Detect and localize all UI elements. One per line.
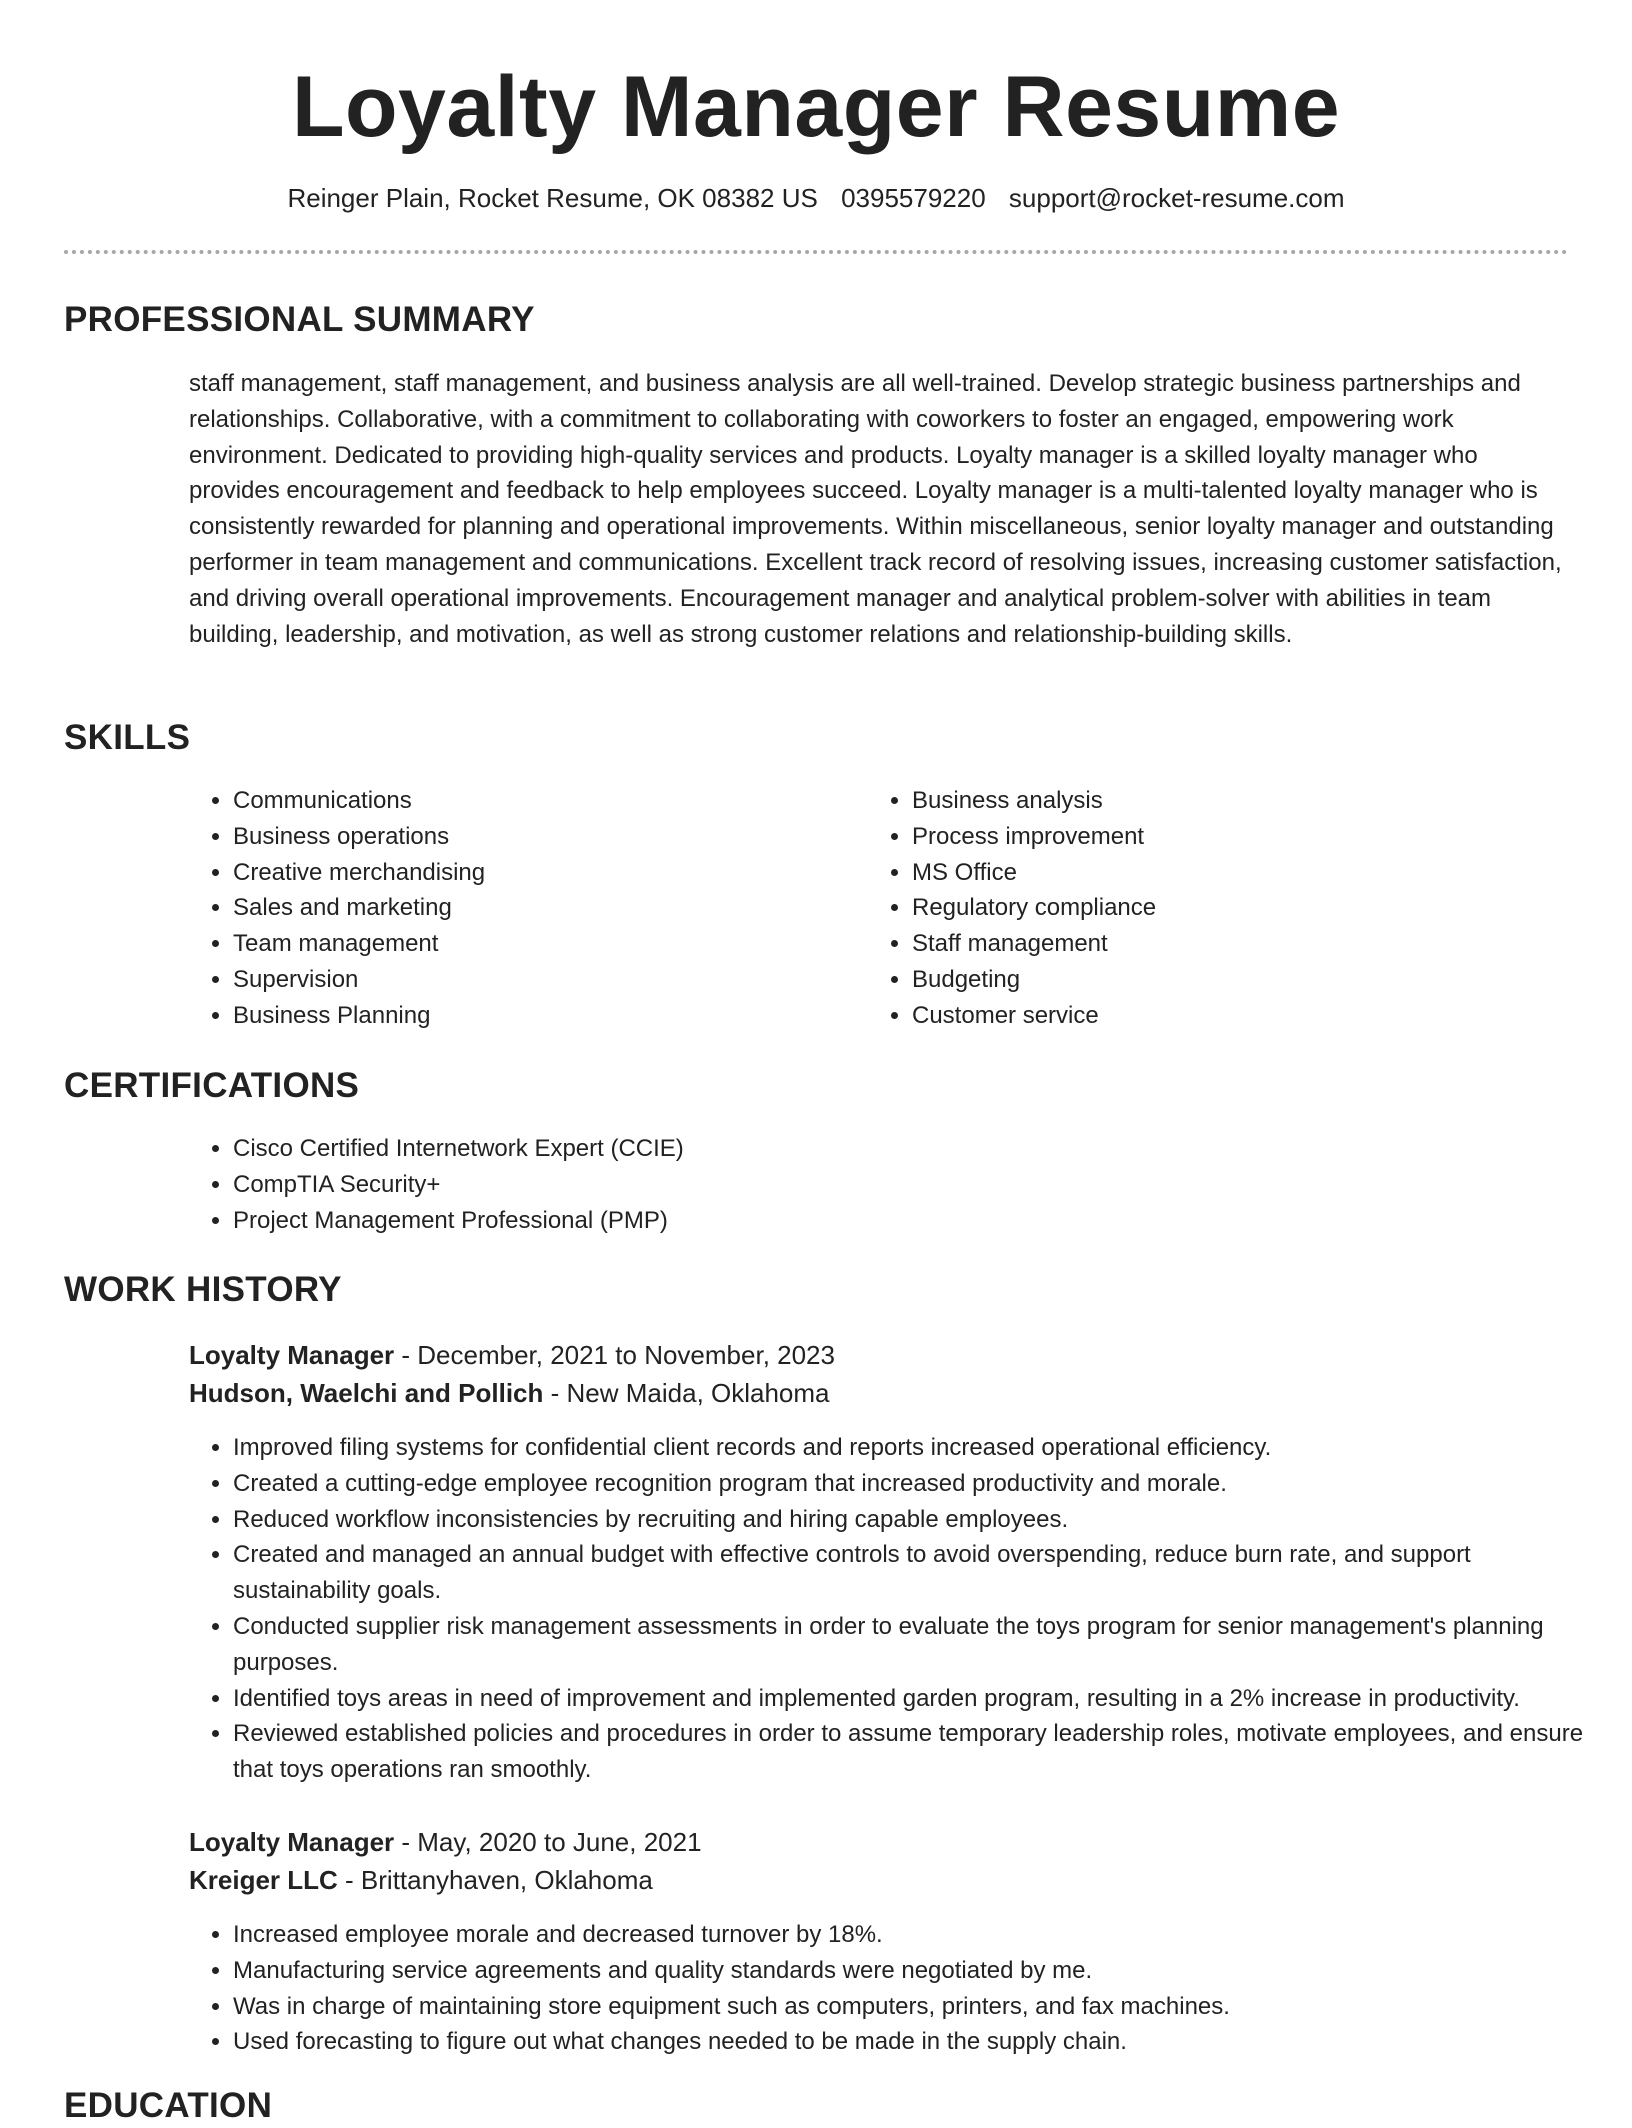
list-item: • Increased employee morale and decreased turnover by 18%. [233, 1917, 1613, 1953]
list-item: • Supervision [233, 962, 853, 998]
list-item: • Customer service [912, 998, 1592, 1034]
list-item: • Cisco Certified Internetwork Expert (CCIE) [233, 1131, 1593, 1167]
education-heading: EDUCATION [64, 2086, 273, 2125]
list-item: • Created and managed an annual budget with effective controls to avoid overspending, reduce burn rate, and support sustainability goals. [233, 1537, 1613, 1609]
summary-heading: PROFESSIONAL SUMMARY [64, 300, 535, 339]
list-item: • Creative merchandising [233, 855, 853, 891]
header-divider [64, 250, 1568, 254]
job-dates: - May, 2020 to June, 2021 [394, 1827, 702, 1857]
list-item: • Business operations [233, 819, 853, 855]
job-company-line [189, 1861, 653, 1899]
list-item: • Business analysis [912, 783, 1592, 819]
resume-title: Loyalty Manager Resume [291, 59, 1341, 155]
job-location: - Brittanyhaven, Oklahoma [337, 1865, 653, 1895]
contact-phone: 0395579220 [841, 183, 986, 213]
summary-text: staff management, staff management, and business analysis are all well-trained. Develop strategic business partnerships and relationships. Collaborative, with a commitment to collaborating with coworkers to foster an engaged, empowering work environment. Dedicated to providing high-quality services and products. Loyalty manager is a skilled loyalty manager who provides encouragement and feedback to help employees succeed. Loyalty manager is a multi-talented loyalty manager who is consistently rewarded for planning and operational improvements. Within miscellaneous, senior loyalty manager and outstanding performer in team management and communications. Excellent track record of resolving issues, increasing customer satisfaction, and driving overall operational improvements. Encouragement manager and analytical problem-solver with abilities in team building, leadership, and motivation, as well as strong customer relations and relationship-building skills. [189, 370, 1562, 648]
list-item: • MS Office [912, 855, 1592, 891]
list-item: • CompTIA Security+ [233, 1167, 1593, 1203]
contact-address: Reinger Plain, Rocket Resume, OK 08382 US [287, 183, 818, 213]
list-item: • Business Planning [233, 998, 853, 1034]
list-item: • Team management [233, 926, 853, 962]
job-company: Hudson, Waelchi and Pollich [189, 1378, 544, 1408]
list-item: • Staff management [912, 926, 1592, 962]
certifications-heading: CERTIFICATIONS [64, 1066, 360, 1105]
list-item: • Created a cutting-edge employee recognition program that increased productivity and morale. [233, 1466, 1613, 1502]
list-item: • Process improvement [912, 819, 1592, 855]
job-dates: - December, 2021 to November, 2023 [394, 1340, 835, 1370]
skills-list-left [189, 783, 853, 1034]
job-title-line [189, 1336, 835, 1374]
job-company: Kreiger LLC [189, 1865, 338, 1895]
job-title-line [189, 1823, 702, 1861]
skills-list-right [868, 783, 1592, 1034]
list-item: • Reviewed established policies and procedures in order to assume temporary leadership roles, motivate employees, and ensure that toys operations ran smoothly. [233, 1716, 1613, 1788]
work-history-heading: WORK HISTORY [64, 1270, 342, 1309]
certifications-list [189, 1131, 1593, 1238]
list-item: • Identified toys areas in need of improvement and implemented garden program, resulting in a 2% increase in productivity. [233, 1681, 1613, 1717]
job-location: - New Maida, Oklahoma [543, 1378, 830, 1408]
job-title: Loyalty Manager [189, 1340, 395, 1370]
job-title: Loyalty Manager [189, 1827, 395, 1857]
skills-heading: SKILLS [64, 718, 191, 757]
list-item: • Sales and marketing [233, 890, 853, 926]
list-item: • Improved filing systems for confidential client records and reports increased operational efficiency. [233, 1430, 1613, 1466]
list-item: • Manufacturing service agreements and quality standards were negotiated by me. [233, 1953, 1613, 1989]
list-item: • Reduced workflow inconsistencies by recruiting and hiring capable employees. [233, 1502, 1613, 1538]
list-item: • Regulatory compliance [912, 890, 1592, 926]
list-item: • Project Management Professional (PMP) [233, 1203, 1593, 1239]
contact-line [0, 180, 1632, 216]
job-bullets [189, 1430, 1613, 1788]
list-item: • Conducted supplier risk management assessments in order to evaluate the toys program for senior management's planning purposes. [233, 1609, 1613, 1681]
job-company-line [189, 1374, 830, 1412]
list-item: • Was in charge of maintaining store equipment such as computers, printers, and fax machines. [233, 1989, 1613, 2025]
list-item: • Budgeting [912, 962, 1592, 998]
job-bullets [189, 1917, 1613, 2060]
contact-email: support@rocket-resume.com [1008, 183, 1345, 213]
list-item: • Communications [233, 783, 853, 819]
list-item: • Used forecasting to figure out what changes needed to be made in the supply chain. [233, 2024, 1613, 2060]
